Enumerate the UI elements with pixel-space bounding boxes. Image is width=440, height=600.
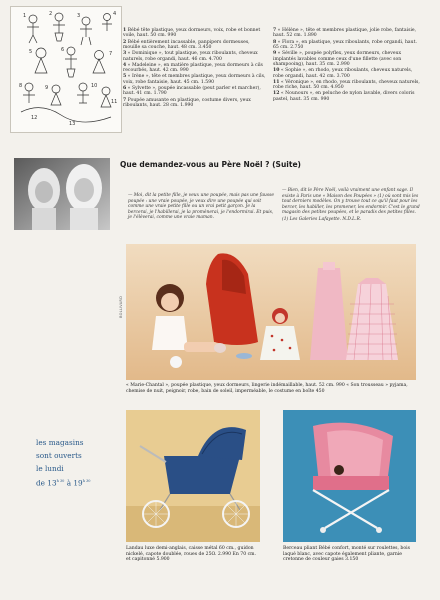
sketch-number: 9 (45, 85, 49, 91)
legend-item: 12 « Nounours », en peluche de nylon lavable, divers coloris pastel, haut. 35 cm. 990 (273, 91, 415, 102)
hours-line-4: de $13^{h 30}$ à $19^{h 30}$ (36, 478, 91, 488)
legend-item: 2 Bébé entièrement incassable, panpipers dormeuses, mouille sa couche, haut. 48 cm. 3.450 (123, 39, 250, 51)
quote-santa-text: — Bien, dit le Père Noël, voilà vraiment une enfant sage. Il existe à Paris une « Maison des Poupées » (1) où sont mis les tout derniers modèles. On y trouve tout ce qu'il faut pour les bercer, les habiller, les promener, les endormir. C'est le grand magasin des petites poupées, et le paradis des petites filles. (282, 188, 420, 215)
sketch-number: 8 (19, 83, 23, 89)
legend-item: 10 « Sophie », en rhodo, yeux riboulants, cheveux naturels, robe organdi, haut. 42 cm. 3.700 (273, 68, 413, 79)
legend-item: 7 « Hélène », tête et membres plastique, jolie robe, fantaisie, haut. 52 cm. 1.890 (273, 28, 417, 39)
sketch-number: 10 (91, 83, 98, 89)
sketch-number: 3 (77, 13, 81, 19)
hours-line-3: le lundi (36, 464, 64, 473)
photo-credit: BOLLIVARD (119, 295, 123, 318)
hours-line-1: les magasins (36, 438, 84, 447)
legend-item: 7 Poupée amusante en plastique, costume divers, yeux riboulants, haut. 28 cm. 1.990 (123, 97, 251, 109)
sketch-number: 4 (113, 11, 117, 17)
store-hours (36, 436, 126, 489)
legend-item: 1 Bébé tête plastique, yeux dormeurs, voix, robe et bonnet voile, haut. 50 cm. 990 (123, 28, 261, 39)
legend-item: 11 « Véronique », en rhodo, yeux riboulants, cheveux naturels, robe riche, haut. 50 cm. 4.950 (273, 79, 420, 91)
sketch-number: 13 (69, 121, 76, 127)
crib-caption: Berceau pliant Bébé confort, monté sur roulettes, bois laqué blanc, avec capote également pliante, garnie cretonne de couleur gaies 3.150 (283, 546, 410, 563)
legend-item: 4 « Madeleine », en matière plastique, yeux dormeurs à cils recourbés, haut. 42 cm. 990 (123, 62, 263, 74)
legend-item: 6 « Sylvette », poupée incassable (peut parler et marcher), haut. 41 cm. 1.790 (123, 86, 261, 97)
sketch-number: 1 (23, 13, 27, 19)
doll-trousseau-photo (126, 244, 416, 380)
section-heading: Que demandez-vous au Père Noël ? (Suite) (120, 160, 301, 169)
landau-photo (126, 410, 260, 542)
doll-caption: « Marie-Chantal », poupée plastique, yeux dormeurs, lingerie indémaillable, haut. 52 cm. 990 « Son trousseau » pyjama, chemise de nuit, peignoir, robe, bain de soleil, imperméable, le costume en boîte 450 (126, 383, 408, 394)
sketch-number: 5 (29, 49, 33, 55)
legend-right (273, 28, 423, 103)
editor-note: (1) Les Galeries Lafayette. N.D.L.R. (282, 216, 362, 222)
quote-santa (282, 188, 427, 222)
quote-girl: — Moi, dit la petite fille, je veux une poupée, mais pas une fausse poupée : une vraie poupée, je veux dire une poupée qui soit comme une vraie petite fille ou un vrai petit garçon. Je la bercerai, je l'habillerai, je la promènerai, je l'endormirai. Et puis, je l'élèverai, comme une vraie maman. (128, 193, 274, 220)
legend-item: 5 « Irène », tête et membres plastique, yeux dormeurs à cils, voix, robe fantaisie, haut. 45 cm. 1.590 (123, 74, 266, 85)
sketch-number: 12 (31, 115, 38, 121)
crib-photo (283, 410, 416, 542)
landau-caption: Landau luxe demi-anglais, caisse métal 60 cm., guidon nickelé, capote doublée, roues de 25O. 2.990 En 70 cm. et capitonné 5.900 (126, 546, 257, 563)
legend-item: 9 « Séville », poupée polyflex, yeux dormeurs, cheveux implantés lavables comme ceux d'une fillette (avec son shampooing), haut. 35 cm. 2.990 (273, 51, 402, 68)
sketch-number: 2 (49, 11, 53, 17)
hours-line-2: sont ouverts (36, 451, 82, 460)
sketch-number: 11 (111, 99, 118, 105)
girls-photo (14, 158, 110, 230)
legend-item: 3 « Dominique », tout plastique, yeux riboulants, cheveux naturels, robe organdi, haut. 46 cm. 4.700 (123, 51, 258, 62)
doll-sketch-illustration (10, 6, 122, 133)
sketch-number: 6 (61, 47, 65, 53)
legend-item: 8 « Flora », en plastique, yeux riboulants, robe organdi, haut. 65 cm. 2.750 (273, 39, 417, 51)
doll-line-drawing (11, 7, 121, 132)
legend-left (123, 28, 268, 109)
sketch-number: 7 (109, 51, 113, 57)
